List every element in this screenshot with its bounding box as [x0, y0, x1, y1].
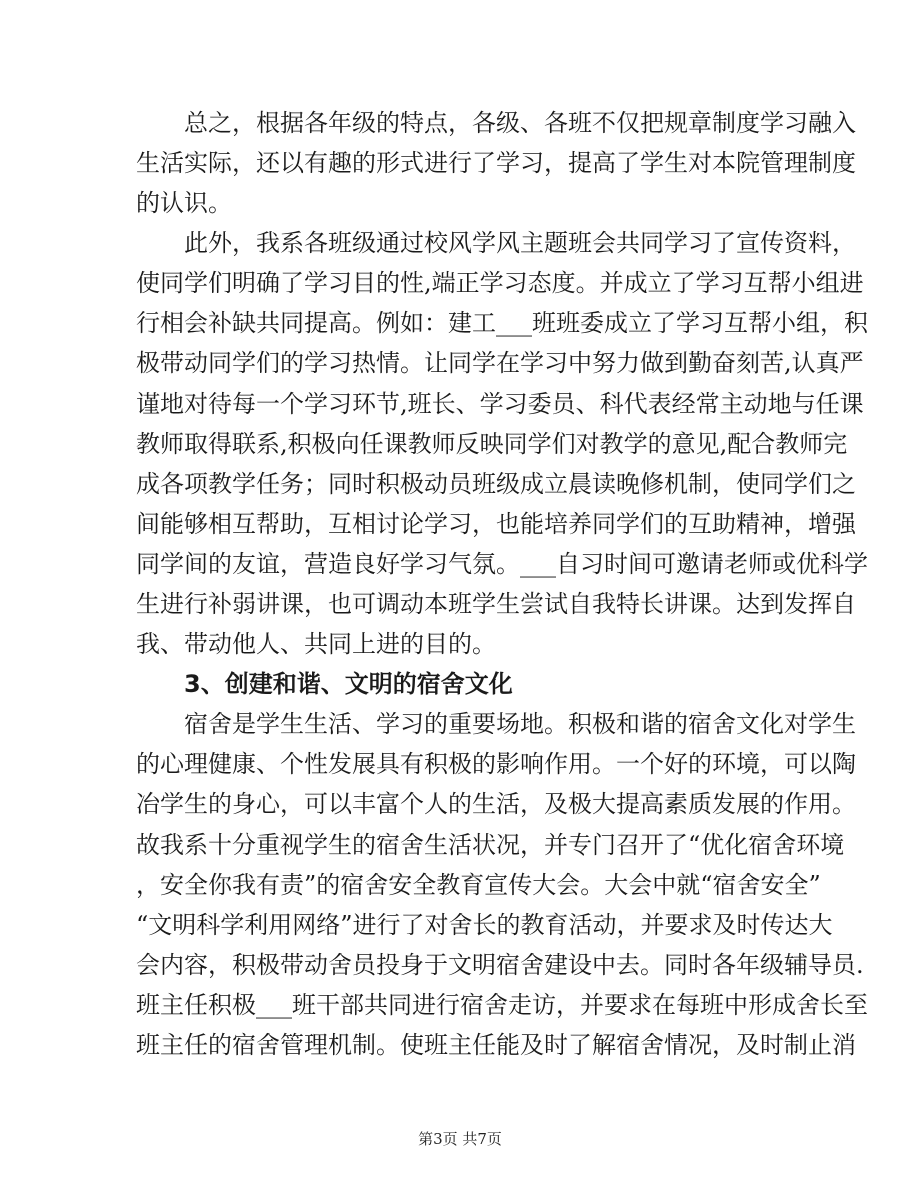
- paragraph-2-line-11: 我、带动他人、共同上进的目的。: [136, 630, 496, 658]
- paragraph-2-line-4: 极带动同学们的学习热情。让同学在学习中努力做到勤奋刻苦,认真严: [136, 349, 864, 377]
- paragraph-2-line-6: 教师取得联系,积极向任课教师反映同学们对教学的意见,配合教师完: [136, 430, 848, 458]
- paragraph-1-line-2: 生活实际，还以有趣的形式进行了学习，提高了学生对本院管理制度: [136, 149, 856, 177]
- section-paragraph-line-3: 冶学生的身心，可以丰富个人的生活，及极大提高素质发展的作用。: [136, 790, 856, 818]
- paragraph-2-line-3: 行相会补缺共同提高。例如：建工___班班委成立了学习互帮小组，积: [136, 309, 868, 337]
- paragraph-2-line-9: 同学间的友谊，营造良好学习气氛。___自习时间可邀请老师或优科学: [136, 550, 868, 578]
- paragraph-2-line-8: 间能够相互帮助，互相讨论学习，也能培养同学们的互助精神，增强: [136, 510, 856, 538]
- section-paragraph-line-7: 会内容，积极带动舍员投身于文明宿舍建设中去。同时各年级辅导员.: [136, 951, 864, 979]
- paragraph-2-line-2: 使同学们明确了学习目的性,端正学习态度。并成立了学习互帮小组进: [136, 269, 864, 297]
- section-paragraph-line-1: 宿舍是学生生活、学习的重要场地。积极和谐的宿舍文化对学生: [184, 710, 856, 738]
- section-paragraph-line-8: 班主任积极___班干部共同进行宿舍走访，并要求在每班中形成舍长至: [136, 991, 868, 1019]
- paragraph-2-line-10: 生进行补弱讲课，也可调动本班学生尝试自我特长讲课。达到发挥自: [136, 590, 856, 618]
- section-paragraph-line-2: 的心理健康、个性发展具有积极的影响作用。一个好的环境，可以陶: [136, 750, 856, 778]
- paragraph-1-line-3: 的认识。: [136, 189, 232, 217]
- paragraph-2-line-5: 谨地对待每一个学习环节,班长、学习委员、科代表经常主动地与任课: [136, 390, 864, 418]
- page-footer: 第3页 共7页: [418, 1130, 502, 1148]
- section-paragraph-line-9: 班主任的宿舍管理机制。使班主任能及时了解宿舍情况，及时制止消: [136, 1031, 856, 1059]
- paragraph-2-line-1: 此外，我系各班级通过校风学风主题班会共同学习了宣传资料，: [184, 229, 856, 257]
- section-paragraph-line-6: “文明科学利用网络”进行了对舍长的教育活动，并要求及时传达大: [136, 911, 833, 939]
- paragraph-1-line-1: 总之，根据各年级的特点，各级、各班不仅把规章制度学习融入: [184, 109, 856, 137]
- paragraph-2-line-7: 成各项教学任务；同时积极动员班级成立晨读晚修机制，使同学们之: [136, 470, 856, 498]
- section-paragraph-line-4: 故我系十分重视学生的宿舍生活状况，并专门召开了“优化宿舍环境: [136, 831, 845, 859]
- section-heading: 3、创建和谐、文明的宿舍文化: [184, 670, 513, 698]
- section-paragraph-line-5: ，安全你我有责”的宿舍安全教育宣传大会。大会中就“宿舍安全”: [136, 871, 821, 899]
